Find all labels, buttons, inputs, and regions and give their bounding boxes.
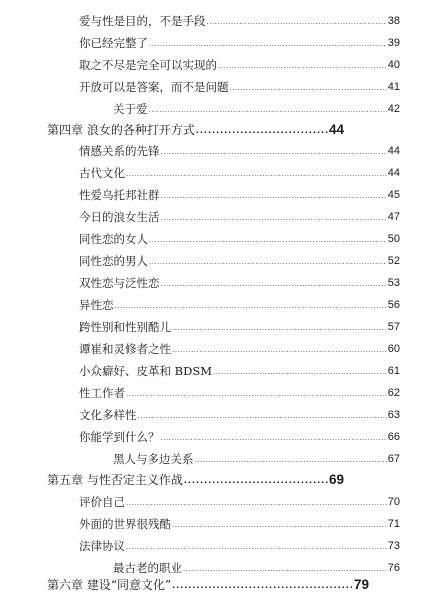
- toc-entry-title: 最古老的职业: [113, 561, 182, 575]
- toc-chapter[interactable]: [47, 117, 344, 137]
- toc-entry[interactable]: [79, 424, 400, 444]
- toc-dot-leader: [196, 125, 328, 137]
- toc-dot-leader: [172, 519, 387, 531]
- toc-entry-title: 情感关系的先锋: [79, 144, 160, 158]
- toc-entry[interactable]: [113, 446, 400, 466]
- toc-entry-page: 41: [387, 81, 400, 93]
- toc-dot-leader: [172, 344, 387, 356]
- toc-entry[interactable]: [79, 182, 400, 202]
- toc-entry-page: 52: [387, 255, 400, 267]
- toc-entry[interactable]: [79, 402, 400, 422]
- toc-entry-title: 性爱乌托邦社群: [79, 188, 160, 202]
- toc-dot-leader: [213, 366, 387, 378]
- toc-chapter-title: 第四章 浪女的各种打开方式: [47, 123, 195, 137]
- toc-chapter[interactable]: [47, 467, 344, 487]
- toc-entry-page: 67: [387, 453, 400, 465]
- toc-entry[interactable]: [79, 533, 400, 553]
- toc-dot-leader: [149, 234, 387, 246]
- toc-dot-leader: [172, 580, 353, 592]
- toc-entry-title: 今日的浪女生活: [79, 210, 160, 224]
- toc-dot-leader: [149, 104, 387, 116]
- toc-entry-title: 双性恋与泛性恋: [79, 276, 160, 290]
- toc-chapter-title: 第五章 与性否定主义作战: [47, 473, 183, 487]
- toc-dot-leader: [161, 212, 387, 224]
- toc-entry-title: 文化多样性: [79, 408, 137, 422]
- toc-dot-leader: [184, 475, 328, 487]
- toc-dot-leader: [161, 190, 387, 202]
- toc-chapter-page: 79: [353, 577, 369, 592]
- toc-dot-leader: [126, 497, 387, 509]
- toc-entry[interactable]: [79, 52, 400, 72]
- toc-entry[interactable]: [113, 96, 400, 116]
- toc-entry[interactable]: [79, 30, 400, 50]
- toc-entry-title: 跨性别和性别酷儿: [79, 320, 171, 334]
- toc-entry[interactable]: [79, 138, 400, 158]
- toc-entry[interactable]: [79, 8, 400, 28]
- toc-dot-leader: [149, 38, 387, 50]
- toc-entry-page: 40: [387, 59, 400, 71]
- toc-entry-page: 73: [387, 540, 400, 552]
- toc-entry-page: 57: [387, 321, 400, 333]
- toc-entry-page: 39: [387, 37, 400, 49]
- toc-entry[interactable]: [79, 270, 400, 290]
- toc-entry-page: 60: [387, 343, 400, 355]
- toc-entry-title: 小众癖好、皮革和 BDSM: [79, 364, 212, 378]
- toc-entry-title: 外面的世界很残酷: [79, 517, 171, 531]
- toc-entry-page: 56: [387, 299, 400, 311]
- toc-dot-leader: [126, 541, 387, 553]
- toc-dot-leader: [172, 322, 387, 334]
- toc-entry-title: 谭崔和灵修者之性: [79, 342, 171, 356]
- toc-dot-leader: [161, 278, 387, 290]
- toc-dot-leader: [126, 388, 387, 400]
- toc-entry-title: 你能学到什么？: [79, 430, 160, 444]
- toc-dot-leader: [218, 60, 387, 72]
- toc-entry-page: 70: [387, 496, 400, 508]
- toc-entry-page: 66: [387, 431, 400, 443]
- toc-entry[interactable]: [79, 489, 400, 509]
- toc-entry[interactable]: [79, 314, 400, 334]
- toc-dot-leader: [138, 410, 387, 422]
- toc-entry[interactable]: [79, 226, 400, 246]
- toc-entry-page: 63: [387, 409, 400, 421]
- toc-entry-title: 关于爱: [113, 102, 148, 116]
- toc-entry[interactable]: [79, 292, 400, 312]
- toc-entry-page: 62: [387, 387, 400, 399]
- toc-entry[interactable]: [79, 336, 400, 356]
- toc-entry-page: 71: [387, 518, 400, 530]
- toc-entry-title: 取之不尽是完全可以实现的: [79, 58, 217, 72]
- toc-entry-page: 38: [387, 15, 400, 27]
- toc-dot-leader: [115, 300, 387, 312]
- toc-entry[interactable]: [79, 380, 400, 400]
- toc-entry-title: 黑人与多边关系: [113, 452, 194, 466]
- toc-entry[interactable]: [79, 511, 400, 531]
- toc-entry-page: 44: [387, 145, 400, 157]
- toc-dot-leader: [161, 146, 387, 158]
- toc-entry-page: 76: [387, 562, 400, 574]
- toc-dot-leader: [161, 432, 387, 444]
- toc-entry-page: 45: [387, 189, 400, 201]
- toc-entry-title: 开放可以是答案，而不是问题: [79, 80, 229, 94]
- toc-entry-title: 同性恋的女人: [79, 232, 148, 246]
- toc-dot-leader: [126, 168, 387, 180]
- toc-chapter-page: 44: [328, 122, 344, 137]
- toc-entry-page: 50: [387, 233, 400, 245]
- toc-chapter-title: 第六章 建设“同意文化”: [47, 578, 172, 592]
- toc-chapter[interactable]: [47, 572, 369, 592]
- toc-entry-title: 爱与性是目的，不是手段: [79, 14, 206, 28]
- toc-entry[interactable]: [79, 248, 400, 268]
- toc-dot-leader: [207, 16, 387, 28]
- toc-entry[interactable]: [79, 160, 400, 180]
- toc-entry-page: 61: [387, 365, 400, 377]
- toc-entry-page: 44: [387, 167, 400, 179]
- toc-dot-leader: [149, 256, 387, 268]
- toc-entry-page: 42: [387, 103, 400, 115]
- toc-dot-leader: [230, 82, 387, 94]
- toc-entry-title: 你已经完整了: [79, 36, 148, 50]
- toc-entry-page: 47: [387, 211, 400, 223]
- toc-entry[interactable]: [79, 358, 400, 378]
- toc-chapter-page: 69: [328, 472, 344, 487]
- toc-entry[interactable]: [79, 74, 400, 94]
- toc-entry-title: 法律协议: [79, 539, 125, 553]
- toc-entry[interactable]: [79, 204, 400, 224]
- toc-dot-leader: [195, 454, 387, 466]
- toc-entry-title: 性工作者: [79, 386, 125, 400]
- toc-entry-title: 异性恋: [79, 298, 114, 312]
- toc-entry-title: 同性恋的男人: [79, 254, 148, 268]
- toc-entry-title: 古代文化: [79, 166, 125, 180]
- toc-entry-title: 评价自己: [79, 495, 125, 509]
- toc-entry-page: 53: [387, 277, 400, 289]
